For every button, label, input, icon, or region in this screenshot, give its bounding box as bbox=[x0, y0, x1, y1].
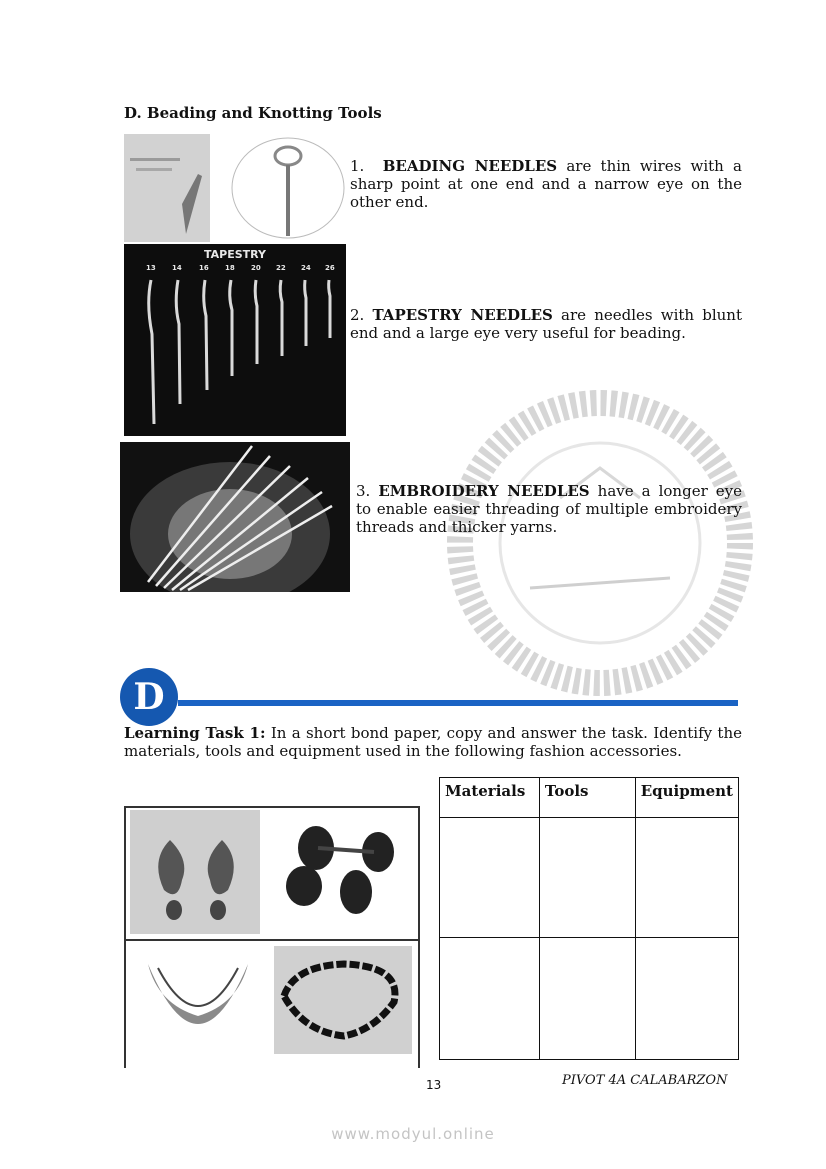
learning-task-text bbox=[124, 724, 742, 760]
size-label: 13 bbox=[146, 264, 156, 272]
beading-needle-package-image bbox=[124, 134, 210, 242]
size-label: 20 bbox=[251, 264, 261, 272]
item-number: 3. bbox=[356, 482, 371, 500]
section-divider bbox=[178, 700, 738, 706]
size-label: 22 bbox=[276, 264, 286, 272]
section-heading: D. Beading and Knotting Tools bbox=[124, 104, 382, 122]
answer-cell[interactable] bbox=[635, 818, 738, 938]
answer-table bbox=[439, 777, 739, 1060]
size-label: 26 bbox=[325, 264, 335, 272]
grid-top-border bbox=[124, 806, 420, 808]
embroidery-needles-drawing bbox=[120, 442, 350, 592]
bead-bracelet-image bbox=[274, 946, 412, 1054]
grid-left-border bbox=[124, 806, 126, 1068]
item-text: are needles with blunt end and a large eye very useful for beading. bbox=[350, 306, 742, 342]
section-d-badge: D bbox=[120, 668, 178, 726]
table-row bbox=[440, 818, 739, 938]
tapestry-label: TAPESTRY bbox=[204, 248, 266, 261]
learning-task-instructions: In a short bond paper, copy and answer the task. Identify the materials, tools and equipment used in the following fashion accessories. bbox=[124, 724, 742, 760]
item-beading-needles bbox=[350, 157, 742, 211]
item-term: BEADING NEEDLES bbox=[382, 157, 558, 175]
column-header-tools: Tools bbox=[539, 778, 635, 818]
earrings-image bbox=[130, 810, 260, 934]
seal-watermark bbox=[440, 378, 760, 708]
item-number: 2. bbox=[350, 306, 365, 324]
answer-cell[interactable] bbox=[539, 938, 635, 1060]
answer-cell[interactable] bbox=[440, 938, 540, 1060]
accessories-image-grid bbox=[124, 806, 420, 1068]
answer-cell[interactable] bbox=[539, 818, 635, 938]
item-text: have a longer eye to enable easier threading of multiple embroidery threads and thicker yarns. bbox=[356, 482, 742, 536]
size-label: 24 bbox=[301, 264, 311, 272]
tapestry-needles-image bbox=[124, 244, 346, 436]
beaded-necklace-image bbox=[138, 944, 258, 1064]
page-number: 13 bbox=[426, 1078, 442, 1092]
beading-needle-image bbox=[230, 136, 346, 240]
item-tapestry-needles bbox=[350, 306, 742, 342]
item-term: EMBROIDERY NEEDLES bbox=[378, 482, 590, 500]
column-header-equipment: Equipment bbox=[635, 778, 738, 818]
column-header-materials: Materials bbox=[440, 778, 540, 818]
tapestry-needles-drawing bbox=[124, 244, 346, 436]
stud-earrings-drawing bbox=[274, 814, 414, 934]
beaded-necklace-drawing bbox=[138, 944, 258, 1064]
footer-pivot-label: PIVOT 4A CALABARZON bbox=[562, 1073, 728, 1088]
grid-right-border bbox=[418, 806, 420, 1068]
answer-cell[interactable] bbox=[635, 938, 738, 1060]
embroidery-needles-image bbox=[120, 442, 350, 592]
item-text: are thin wires with a sharp point at one end and a narrow eye on the other end. bbox=[350, 157, 742, 211]
beading-needle-drawing bbox=[230, 136, 346, 240]
needle-package-drawing bbox=[124, 134, 210, 242]
site-watermark: www.modyul.online bbox=[331, 1125, 495, 1143]
item-term: TAPESTRY NEEDLES bbox=[372, 306, 553, 324]
item-embroidery-needles bbox=[356, 482, 742, 536]
size-label: 14 bbox=[172, 264, 182, 272]
item-number: 1. bbox=[350, 157, 365, 175]
size-label: 16 bbox=[199, 264, 209, 272]
table-header-row bbox=[440, 778, 739, 818]
bead-bracelet-drawing bbox=[274, 946, 412, 1054]
earrings-drawing bbox=[130, 810, 260, 934]
size-label: 18 bbox=[225, 264, 235, 272]
stud-earrings-image bbox=[274, 814, 414, 934]
answer-cell[interactable] bbox=[440, 818, 540, 938]
grid-middle-border bbox=[124, 939, 420, 941]
table-row bbox=[440, 938, 739, 1060]
learning-task-label: Learning Task 1: bbox=[124, 724, 266, 742]
